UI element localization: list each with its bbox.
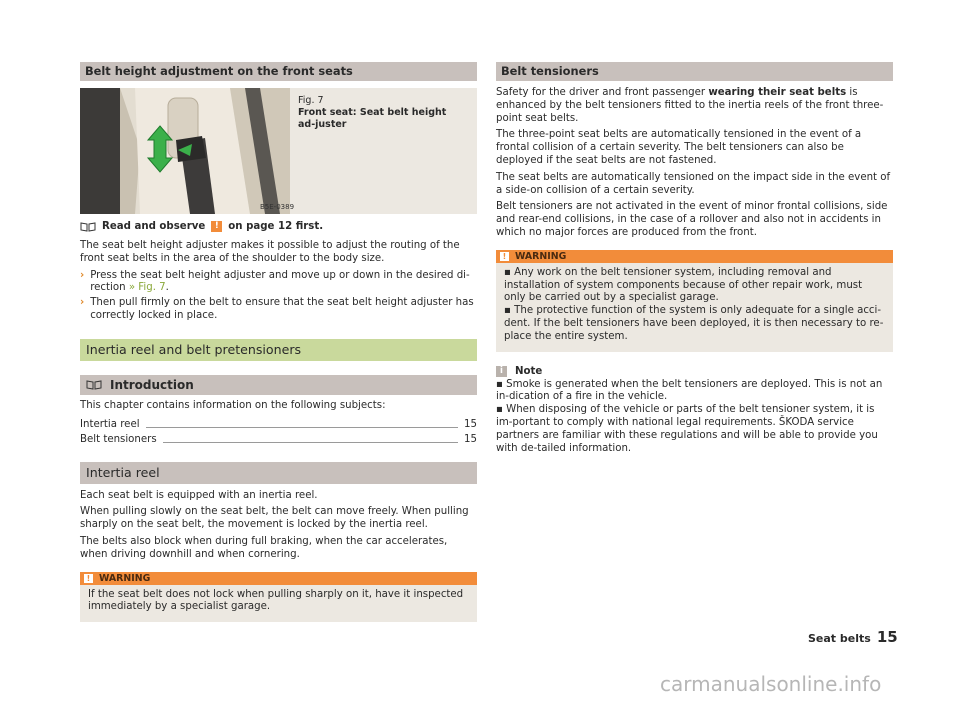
toc-list [80,418,477,446]
watermark: carmanualsonline.info [660,672,882,696]
figure-caption [290,88,466,214]
chapter-title: Inertia reel and belt pretensioners [80,339,477,361]
figure-image [80,88,295,214]
step-arrow-icon: › [80,297,85,309]
reel-paragraph-1: Each seat belt is equipped with an inertia reel. [80,489,318,501]
toc-page: 15 [464,418,477,430]
book-icon [80,222,96,232]
warning-mini-icon: ! [211,221,222,232]
toc-item[interactable] [80,418,477,431]
seat-belt-illustration [80,88,295,214]
read-observe-page: on page 12 first. [228,221,324,232]
intro-header [80,375,477,395]
intro-title: Introduction [110,377,194,392]
p1-after: is enhanced by the belt tensioners fitted to the inertia reels of the front three-point seat belts. [496,87,884,124]
note-label: Note [515,365,543,377]
step-2-text: Then pull firmly on the belt to ensure that the seat belt height adjuster has correctly locked in place. [90,297,474,321]
tensioner-paragraph-4: Belt tensioners are not activated in the event of minor frontal collisions, side and rear-end collisions, in the case of a rollover and also not in accidents in which no major forces are produced from the front. [496,201,888,238]
intro-text: This chapter contains information on the following subjects: [80,399,386,411]
step-arrow-icon: › [80,269,85,281]
step-1-body: Press the seat belt height adjuster and move up or down in the desired di-rection [90,269,470,294]
note-header [496,366,893,377]
step-1-text [90,270,477,296]
reel-paragraph-3: The belts also block when during full braking, when the car accelerates, when driving downhill and when cornering. [80,535,448,560]
p1-before: Safety for the driver and front passenger [496,87,706,98]
info-icon: i [496,366,507,377]
warning-text: If the seat belt does not lock when pulling sharply on it, have it inspected immediately by a specialist garage. [88,588,464,613]
inertia-reel-title: Intertia reel [80,462,477,484]
figure-code: B5E-0389 [260,203,295,211]
paragraph-adjuster: The seat belt height adjuster makes it possible to adjust the routing of the front seat belts in the area of the shoulder to the body size. [80,240,460,264]
figure-caption-text: Front seat: Seat belt height ad-juster [298,107,447,130]
footer-chapter: Seat belts [808,632,871,645]
warning-box-right [496,250,893,352]
warning-icon: ! [84,574,93,583]
warning-label: WARNING [99,572,151,584]
note-item: ▪ When disposing of the vehicle or parts of the belt tensioner system, it is im-portant to comply with national legal requirements. ŠKODA service partners are familiar with these regulations and will be able to provide you with de-tailed information. [496,404,878,454]
reel-paragraph-2: When pulling slowly on the seat belt, the belt can move freely. When pulling sharply on the seat belt, the movement is locked by the inertia reel. [80,506,469,531]
warning-bar [496,250,893,263]
read-observe [80,221,477,232]
right-column [496,62,893,455]
warning-body [496,263,893,352]
warning-label: WARNING [515,250,567,262]
book-icon [86,380,102,390]
section-title-belt-tensioners: Belt tensioners [496,62,893,81]
warning-bar [80,572,477,585]
figure-7 [80,88,477,214]
step-2 [80,297,477,323]
fig-7-link[interactable]: » Fig. 7 [128,282,166,294]
left-column [80,62,477,622]
toc-page: 15 [464,433,477,445]
note-item: ▪ Smoke is generated when the belt tensioners are deployed. This is not an in-dication of a fire in the vehicle. [496,378,883,403]
warning-item: ▪ Any work on the belt tensioner system, including removal and installation of system components because of other repair work, must only be carried out by a specialist garage. [504,266,863,304]
tensioner-paragraph-2: The three-point seat belts are automatically tensioned in the event of a frontal collision of a certain severity. The belt tensioners can also be deployed if the seat belts are not fastened. [496,129,862,166]
toc-leader [146,427,458,428]
warning-box-left [80,572,477,623]
warning-icon: ! [500,252,509,261]
toc-label: Intertia reel [80,418,140,430]
warning-item: ▪ The protective function of the system is only adequate for a single acci-dent. If the belt tensioners have been deployed, it is then necessary to re-place the entire system. [504,305,884,342]
step-1 [80,270,477,296]
toc-label: Belt tensioners [80,433,157,445]
note-body [496,379,893,456]
page-number: 15 [876,628,898,646]
section-title-belt-height: Belt height adjustment on the front seats [80,62,477,81]
figure-number: Fig. 7 [298,95,324,106]
toc-item[interactable] [80,433,477,446]
step-1-end: . [165,282,169,294]
toc-leader [163,442,458,443]
tensioner-paragraph-3: The seat belts are automatically tensioned on the impact side in the event of a side-on collision of a certain severity. [496,171,891,196]
page-footer [808,628,898,646]
read-observe-text: Read and observe [102,221,206,232]
p1-bold: wearing their seat belts [708,87,847,98]
tensioner-paragraph-1 [496,87,893,125]
